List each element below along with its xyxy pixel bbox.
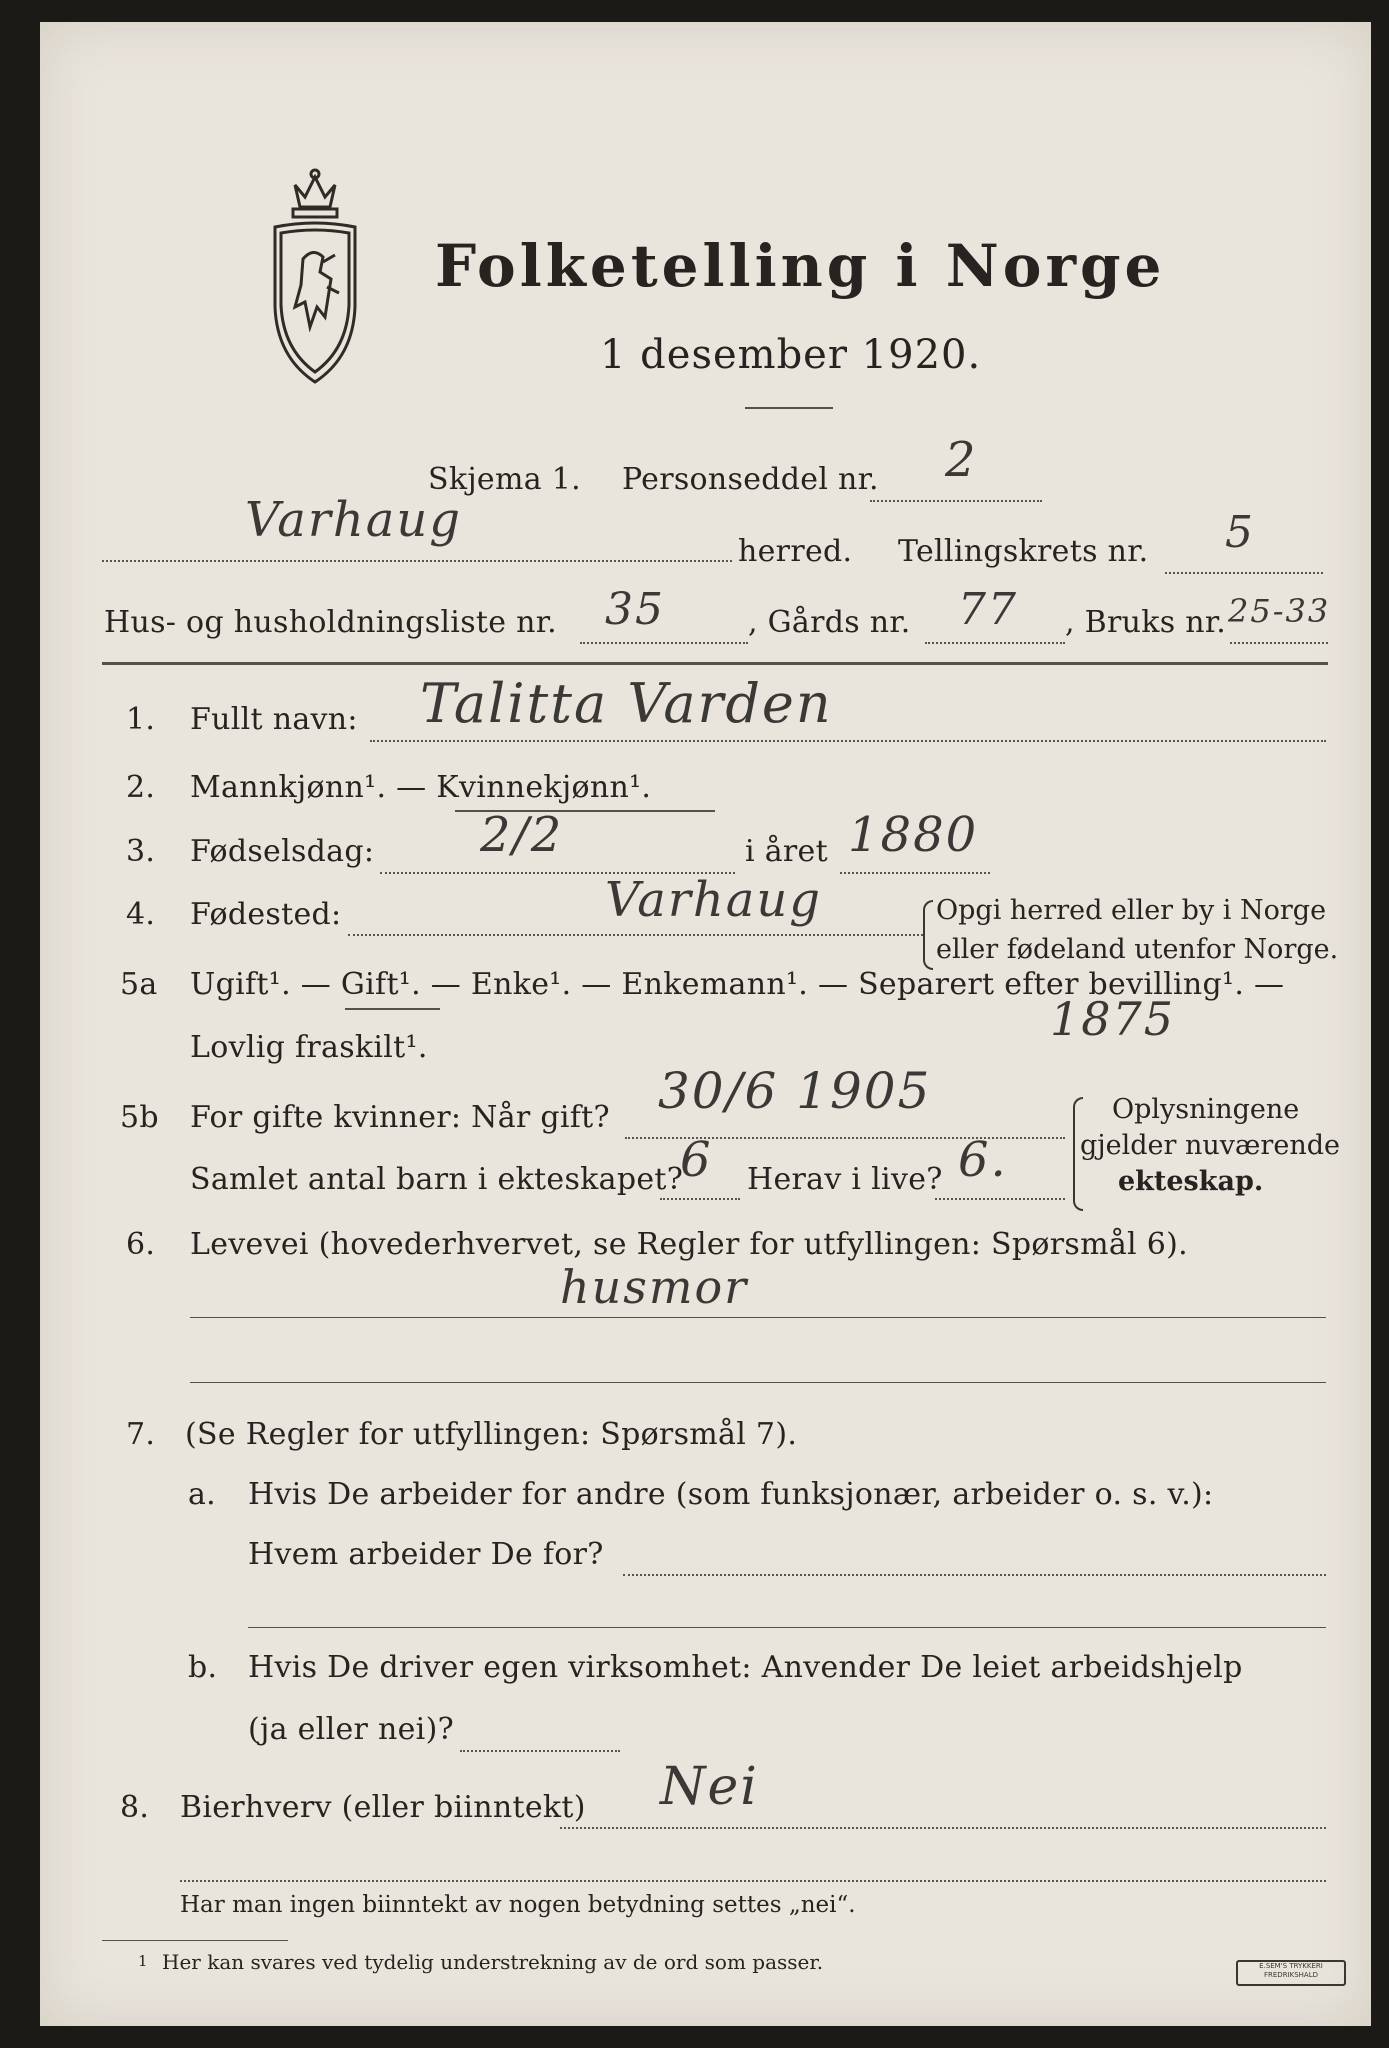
q3-value[interactable]: 2/2	[480, 807, 564, 863]
personseddel-line	[870, 500, 1042, 502]
q4-note-2: eller fødeland utenfor Norge.	[936, 934, 1339, 965]
tellingskrets-label: Tellingskrets nr.	[898, 534, 1149, 569]
q7b-label-2: (ja eller nei)?	[248, 1712, 454, 1747]
stamp-line-1: E.SEM'S TRYKKERI	[1259, 1962, 1323, 1970]
q5a-number: 5a	[120, 967, 158, 1002]
census-form-sheet	[40, 22, 1371, 2026]
q6-label: Levevei (hovederhvervet, se Regler for utfyllingen: Spørsmål 6).	[190, 1227, 1188, 1262]
tellingskrets-value[interactable]: 5	[1225, 507, 1255, 558]
q5a-options-line-2: Lovlig fraskilt¹.	[190, 1030, 428, 1065]
q1-number: 1.	[126, 702, 156, 737]
husliste-value[interactable]: 35	[605, 584, 665, 635]
footnote-mark: 1	[138, 1952, 148, 1970]
q5b-alive-value[interactable]: 6.	[958, 1132, 1008, 1188]
husliste-line	[580, 642, 748, 644]
coat-of-arms-icon	[265, 167, 365, 397]
herred-value[interactable]: Varhaug	[245, 492, 462, 548]
q2-number: 2.	[126, 770, 156, 805]
page-title: Folketelling i Norge	[435, 232, 1166, 300]
stamp-line-2: FREDRIKSHALD	[1263, 1971, 1318, 1979]
footnote: Her kan svares ved tydelig understrekning av de ord som passer.	[162, 1950, 824, 1974]
header-divider	[102, 662, 1328, 665]
q4-note-1: Opgi herred eller by i Norge	[936, 895, 1327, 926]
q5a-marital-options[interactable]: Ugift¹. — Gift¹. — Enke¹. — Enkemann¹. — Separert efter bevilling¹. —	[190, 967, 1285, 1002]
printer-stamp	[1236, 1960, 1346, 1986]
q5b-children-line	[660, 1198, 740, 1200]
q4-number: 4.	[126, 897, 156, 932]
q6-line-1	[190, 1317, 1326, 1318]
q7a-label-2: Hvem arbeider De for?	[248, 1537, 604, 1572]
q4-value[interactable]: Varhaug	[605, 872, 822, 928]
q5a-note: 1875	[1050, 992, 1176, 1046]
q8-value[interactable]: Nei	[660, 1757, 759, 1817]
personseddel-label: Personseddel nr.	[622, 462, 879, 497]
q8-line-2	[180, 1880, 1326, 1882]
gards-value[interactable]: 77	[958, 584, 1018, 635]
herred-line	[102, 560, 732, 562]
q7-number: 7.	[126, 1417, 156, 1452]
q5b-children-value[interactable]: 6	[680, 1132, 713, 1188]
q5b-note-3: ekteskap.	[1118, 1166, 1264, 1197]
q2-gender-options[interactable]: Mannkjønn¹. — Kvinnekjønn¹.	[190, 770, 652, 805]
husliste-label: Hus- og husholdningsliste nr.	[104, 605, 557, 640]
q5b-note-2: gjelder nuværende	[1080, 1130, 1340, 1161]
bruks-label: , Bruks nr.	[1065, 605, 1227, 640]
q4-label: Fødested:	[190, 897, 342, 932]
q5b-alive-label: Herav i live?	[747, 1162, 943, 1197]
q3-year-label: i året	[745, 834, 828, 869]
q1-label: Fullt navn:	[190, 702, 358, 737]
bruks-line	[1230, 642, 1328, 644]
q5b-children-label: Samlet antal barn i ekteskapet?	[190, 1162, 684, 1197]
q8-label: Bierhverv (eller biinntekt)	[180, 1790, 586, 1825]
q4-line	[348, 934, 923, 936]
q7-label: (Se Regler for utfyllingen: Spørsmål 7).	[185, 1417, 798, 1452]
census-date: 1 desember 1920.	[600, 332, 982, 378]
q4-brace	[923, 900, 933, 970]
q8-note: Har man ingen biinntekt av nogen betydning settes „nei“.	[180, 1892, 856, 1918]
q3-label: Fødselsdag:	[190, 834, 375, 869]
herred-label: herred.	[738, 534, 853, 569]
q8-line	[560, 1827, 1326, 1829]
skjema-label: Skjema 1.	[428, 462, 581, 497]
q1-value[interactable]: Talitta Varden	[420, 672, 833, 735]
q7b-line	[460, 1750, 620, 1752]
personseddel-value[interactable]: 2	[945, 432, 978, 488]
title-divider	[745, 407, 833, 409]
q6-number: 6.	[126, 1227, 156, 1262]
q7a-line-2	[248, 1627, 1326, 1628]
q7b-number: b.	[188, 1650, 218, 1685]
gards-line	[925, 642, 1065, 644]
q5b-number: 5b	[120, 1100, 159, 1135]
q3-number: 3.	[126, 834, 156, 869]
q7a-label: Hvis De arbeider for andre (som funksjonær, arbeider o. s. v.):	[248, 1477, 1214, 1512]
q3-year-line	[840, 872, 990, 874]
q5a-underline	[345, 1008, 440, 1010]
q7a-line	[623, 1574, 1326, 1576]
bruks-value[interactable]: 25-33	[1228, 592, 1331, 630]
gards-label: , Gårds nr.	[748, 605, 911, 640]
q6-line-2	[190, 1382, 1326, 1383]
q1-line	[370, 740, 1326, 742]
q5b-alive-line	[935, 1198, 1065, 1200]
q6-value[interactable]: husmor	[560, 1260, 749, 1314]
q8-number: 8.	[120, 1790, 150, 1825]
tellingskrets-line	[1165, 572, 1323, 574]
q7a-number: a.	[188, 1477, 217, 1512]
q5b-label: For gifte kvinner: Når gift?	[190, 1100, 610, 1135]
q5b-note-1: Oplysningene	[1112, 1094, 1300, 1125]
footnote-divider	[102, 1940, 288, 1941]
q3-year-value[interactable]: 1880	[848, 807, 979, 863]
q5b-value[interactable]: 30/6 1905	[658, 1062, 932, 1120]
q7b-label: Hvis De driver egen virksomhet: Anvender De leiet arbeidshjelp	[248, 1650, 1243, 1685]
